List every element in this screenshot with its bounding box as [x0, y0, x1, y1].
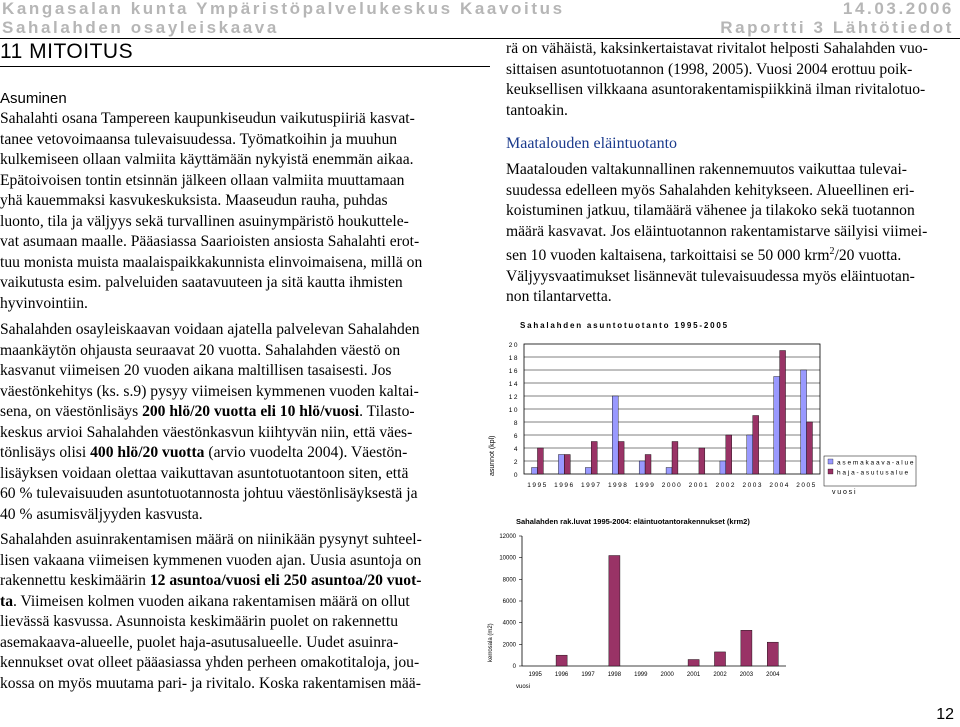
header-line2-right-text: Raportti 3 Lähtötiedot — [720, 18, 954, 37]
y-tick-label: 6000 — [502, 599, 516, 605]
bar — [688, 660, 699, 667]
text-bold: 200 hlö/20 vuotta eli 10 hlö/vuosi — [142, 403, 360, 420]
text-line: tuu monista muista maalaispaikkakunnista elinvoimaisena, millä on — [0, 253, 423, 271]
bar — [585, 468, 591, 475]
bar — [699, 448, 705, 474]
text-run: sena, on väestönlisäys — [0, 403, 143, 420]
text-line: koistuminen jatkuu, tilamäärä vähenee ja tilakoko sekä tuotannon — [506, 202, 915, 219]
y-tick-label: 14 — [508, 381, 519, 388]
y-tick-label: 12000 — [499, 534, 516, 540]
header-line1-left-text: Kangasalan kunta Ympäristöpalvelukeskus Kaavoitus — [2, 0, 565, 18]
bar — [564, 455, 570, 475]
y-tick-label: 20 — [508, 342, 519, 349]
text-line: määrä kasvavat. Jos eläintuotannon rakentamistarve säilyisi viimei- — [506, 222, 928, 240]
legend-swatch — [828, 459, 833, 464]
y-tick-label: 8 — [513, 420, 519, 427]
text-run: /20 vuotta. — [834, 247, 902, 265]
chart-title: Sahalahden rak.luvat 1995-2004: eläintuotantorakennukset (krm2) — [516, 517, 750, 526]
legend-label: haja-asutusalue — [837, 469, 910, 477]
y-tick-label: 8000 — [502, 577, 516, 584]
header-line2-left-text: Sahalahden osayleiskaava — [2, 18, 279, 37]
x-axis-label: vuosi — [832, 489, 858, 496]
header-line1-right — [843, 0, 954, 19]
header-divider-bottom — [0, 66, 490, 67]
bar — [666, 468, 672, 475]
chart-title: Sahalahden asuntotuotanto 1995-2005 — [520, 321, 729, 330]
text-line — [0, 571, 480, 592]
x-tick-label: 2002 — [713, 672, 727, 678]
bar — [741, 630, 752, 666]
text-line: kennukset ovat olleet pääasiassa yhden perheen omakotitaloja, jou- — [0, 654, 420, 671]
x-tick-label: 1999 — [634, 482, 656, 489]
text-line: Väljyysvaatimukset lisännevät tulevaisuudessa myös eläintuotan- — [506, 267, 915, 285]
x-tick-label: 2004 — [769, 482, 790, 489]
y-tick-label: 2 — [513, 459, 519, 466]
header-line2-right — [720, 18, 954, 38]
bar — [558, 455, 564, 475]
x-tick-label: 1996 — [554, 482, 575, 489]
text-line: lievässä kasvussa. Asunnoista keskimäärin puolet on rakennettu — [0, 613, 398, 630]
text-line — [506, 242, 956, 267]
bar — [747, 435, 753, 474]
bar — [774, 377, 780, 475]
bar — [780, 351, 786, 475]
text-line: lisen vakaana viimeisen kymmenen vuoden ajan. Uusia asuntoja on — [0, 551, 422, 569]
y-axis-label: kerrosala (m2) — [488, 623, 494, 662]
text-run: tönlisäys olisi — [0, 444, 91, 461]
y-tick-label: 4 — [513, 446, 519, 453]
legend-label: asemakaava-alue — [837, 459, 916, 467]
text-line: yhä kauemmaksi kasvukeskuksista. Maaseudun rauha, puhdas — [0, 192, 388, 209]
bar — [609, 556, 620, 667]
text-line: 60 % tulevaisuuden asuntotuotannosta johtuu väestönlisäyksestä ja — [0, 485, 418, 502]
text-line — [0, 402, 480, 423]
superscript: 2 — [829, 246, 835, 257]
text-line: luonto, tila ja väljyys sekä turvallinen asuinympäristö houkuttele- — [0, 212, 409, 230]
x-tick-label: 2003 — [742, 482, 763, 489]
x-tick-label: 1998 — [607, 672, 622, 678]
bar — [612, 396, 618, 474]
y-tick-label: 18 — [508, 355, 519, 362]
text-line: hyvinvointiin. — [0, 294, 88, 312]
x-axis-label: vuosi — [516, 684, 531, 690]
text-line — [0, 443, 480, 464]
bar — [672, 442, 678, 475]
x-tick-label: 1995 — [527, 482, 548, 489]
text-line: tanee vetovoimaansa tulevaisuudessa. Työmatkoihin ja muuhun — [0, 130, 398, 148]
y-tick-label: 2000 — [502, 642, 516, 649]
subheading-maatalouden: Maatalouden eläintuotanto — [506, 135, 678, 152]
text-bold: ta — [0, 592, 13, 610]
text-bold: 12 asuntoa/vuosi eli 250 asuntoa/20 vuot- — [149, 572, 422, 589]
header-line2-left — [2, 18, 279, 38]
legend-swatch — [828, 469, 833, 474]
text-line: asemakaava-alueelle, puolet haja-asutusalueelle. Uudet asuinra- — [0, 633, 399, 651]
x-tick-label: 2000 — [661, 482, 683, 489]
text-line: suudessa edelleen myös Sahalahden kehitykseen. Alueellinen eri- — [506, 181, 915, 199]
text-line: tantoakin. — [506, 101, 568, 119]
text-line: Sahalahden asuinrakentamisen määrä on niinikään pysynyt suhteel- — [0, 531, 422, 548]
livestock-building-chart — [480, 512, 920, 692]
text-line — [0, 592, 480, 613]
y-tick-label: 0 — [513, 472, 519, 479]
bar — [753, 416, 759, 475]
section-title: 11 MITOITUS — [0, 40, 134, 63]
text-line: Sahalahti osana Tampereen kaupunkiseudun vaikutuspiiriä kasvat- — [0, 110, 415, 127]
y-tick-label: 12 — [508, 394, 519, 401]
bar — [807, 422, 813, 474]
text-line: lisäyksen voidaan olettaa vaikuttavan asuntotuotantoon siten, että — [0, 464, 409, 482]
text-line: keuksellisen vilkkaana asuntorakentamispiikkinä ilman rivitalotuo- — [506, 81, 926, 98]
text-line: 40 % asumisväljyyden kasvusta. — [0, 505, 203, 523]
text-line: maankäytön ohjausta seuraavat 20 vuotta. Sahalahden väestö on — [0, 341, 401, 359]
plot-area — [499, 534, 786, 690]
bar — [618, 442, 624, 475]
plot-area — [509, 342, 916, 496]
text-line: vat asumaan maalle. Pääasiassa Saarioisten ansiosta Sahalahti erot- — [0, 233, 420, 250]
page-number: 12 — [936, 706, 954, 723]
header-line1-right-text: 14.03.2006 — [842, 0, 954, 18]
text-line: non tilantarvetta. — [506, 288, 612, 306]
y-tick-label: 6 — [513, 433, 519, 440]
text-line: Epätoivoisen tontin etsinnän jälkeen ollaan valmiita muuttamaan — [0, 171, 405, 189]
subheading-asuminen: Asuminen — [0, 90, 67, 107]
y-tick-label: 10 — [508, 407, 519, 414]
text-line: sittaisen asuntotuotannon (1998, 2005). Vuosi 2004 erottuu poik- — [506, 60, 913, 78]
text-line: Maatalouden valtakunnallinen rakennemuutos vaikuttaa tulevai- — [506, 161, 907, 178]
text-line: vaikutusta esim. palveluiden saatavuuteen ja sitä kautta ihmisten — [0, 274, 403, 291]
text-run: . Tilasto- — [359, 403, 415, 420]
x-tick-label: 2003 — [739, 672, 754, 678]
header-line1-left — [2, 0, 565, 19]
text-line: keskus arvioi Sahalahden väestönkasvun kiihtyvän niin, että väes- — [0, 423, 413, 441]
x-tick-label: 1999 — [634, 672, 648, 678]
bar — [726, 435, 732, 474]
bar — [556, 655, 567, 666]
text-line: kulkemiseen ollaan valmiita käyttämään nykyistä enemmän aikaa. — [0, 151, 414, 168]
x-tick-label: 2000 — [660, 672, 674, 678]
x-tick-label: 2001 — [688, 482, 710, 489]
bar — [801, 370, 807, 474]
text-line: kossa on myös muutama pari- ja rivitalo. Koska rakentamisen mää- — [0, 674, 421, 692]
text-run: sen 10 vuoden kaltaisena, tarkoittaisi se 50 000 krm — [506, 247, 830, 265]
left-paragraph-2 — [0, 320, 480, 525]
bar — [639, 461, 645, 474]
x-tick-label: 1997 — [581, 672, 595, 678]
text-bold: 400 hlö/20 vuotta — [90, 444, 205, 461]
bar — [591, 442, 597, 475]
text-line: väestönkehitys (ks. s.9) pysyy viimeisen kymmenen vuoden kaltai- — [0, 382, 419, 400]
x-tick-label: 1997 — [581, 482, 602, 489]
left-paragraph-1 — [0, 109, 480, 314]
text-line: Sahalahden osayleiskaavan voidaan ajatella palvelevan Sahalahden — [0, 321, 420, 338]
text-run: (arvio vuodelta 2004). Väestön- — [204, 444, 408, 461]
y-axis-label: asunnot (kpl) — [489, 435, 496, 476]
x-tick-label: 1996 — [554, 672, 569, 678]
y-tick-label: 0 — [512, 664, 516, 670]
bar — [537, 448, 543, 474]
y-tick-label: 4000 — [502, 620, 516, 627]
bar — [645, 455, 651, 475]
right-paragraph-1 — [506, 39, 956, 121]
x-tick-label: 2005 — [796, 482, 817, 489]
housing-production-chart — [480, 316, 920, 506]
text-run: . Viimeisen kolmen vuoden aikana rakentamisen määrä on ollut — [13, 592, 410, 610]
bar — [532, 468, 538, 475]
text-line: rä on vähäistä, kaksinkertaistavat rivitalot helposti Sahalahden vuo- — [506, 40, 928, 57]
x-tick-label: 2002 — [715, 482, 737, 489]
x-tick-label: 2004 — [766, 672, 780, 678]
x-tick-label: 1998 — [607, 482, 629, 489]
right-paragraph-2 — [506, 160, 956, 308]
bar — [767, 642, 778, 666]
text-line: kasvanut viimeisen 20 vuoden aikana maltillisen tasaisesti. Jos — [0, 362, 392, 379]
y-tick-label: 10000 — [499, 555, 516, 562]
y-tick-label: 16 — [508, 368, 519, 375]
left-paragraph-3 — [0, 530, 480, 694]
text-run: rakennettu keskimäärin — [0, 572, 150, 589]
bar — [714, 652, 725, 666]
x-tick-label: 2001 — [686, 672, 701, 678]
bar — [720, 461, 726, 474]
x-tick-label: 1995 — [528, 672, 542, 678]
